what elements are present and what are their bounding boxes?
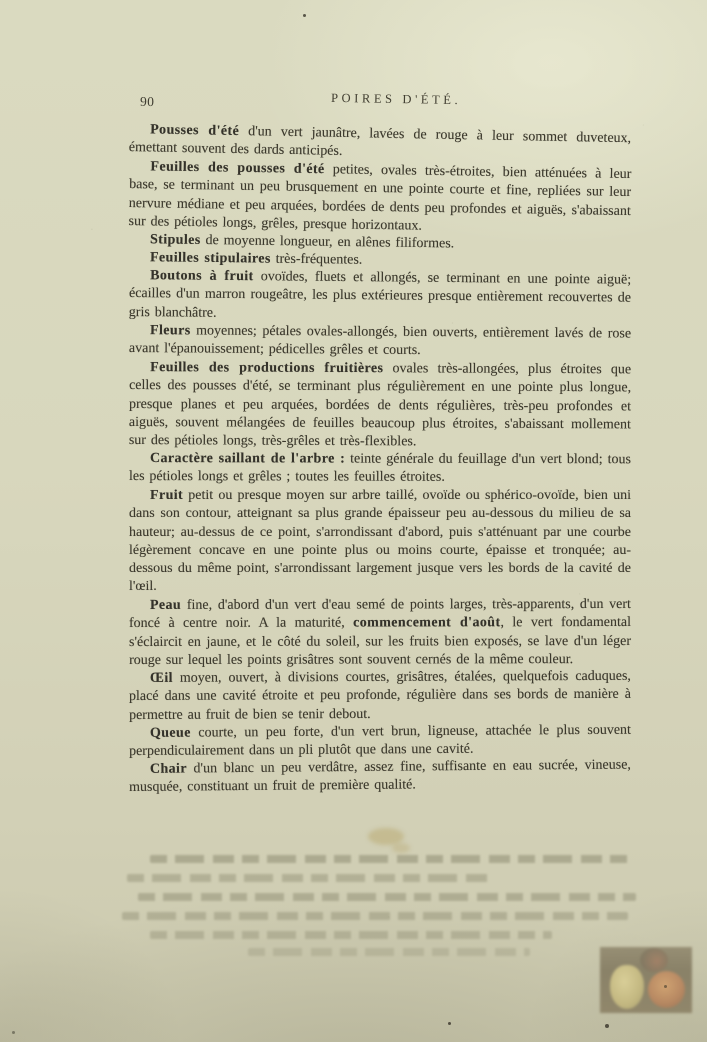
bold-phrase: commencement d'août — [353, 615, 501, 631]
paragraph — [129, 359, 631, 453]
paragraph-body-text: petit ou presque moyen sur arbre taillé, ovoïde ou sphérico-ovoïde, bien uni dans son contour, atteignant sa plus grande épaisseur peu au-dessous du milieu de sa hauteur; au-dessus de ce point, s'arrondissant d'abord, puis s'atténuant par une courbe légèrement concave en une pointe plus ou moins courte, épaisse et tronquée; au-dessous du même point, s'arrondissant largement jusque vers les bords de la cavité de l'œil. — [128, 487, 632, 595]
paragraph-body-text: ovoïdes, fluets et allongés, se terminant en une pointe aiguë; écailles d'un marron rougeâtre, les plus extérieures presque entièrement recouvertes de gris blanchâtre. — [128, 269, 632, 321]
paper-stain — [392, 843, 410, 853]
paragraph-lead: Feuilles des pousses d'été — [150, 158, 325, 177]
paragraph-body-text: teinte générale du feuillage d'un vert blond; tous les pétioles longs et grêles ; toutes les feuilles étroites. — [128, 451, 632, 486]
paragraph — [129, 757, 631, 798]
paragraph — [129, 267, 631, 327]
paragraph-lead: Œil — [149, 670, 173, 686]
paper-speck — [12, 1031, 15, 1034]
paragraph — [129, 487, 631, 597]
paragraph-body-text: moyen, ouvert, à divisions courtes, grisâtres, étalées, quelquefois caduques, placé dans une cavité étroite et peu profonde, régulière dans ses bords de manière à permettre au fruit de bien se tenir debout. — [128, 668, 632, 723]
paragraph-lead: Fruit — [150, 487, 184, 503]
paragraph-lead: Pousses d'été — [150, 122, 240, 140]
red-fruit-image — [648, 971, 685, 1008]
paragraph-body-text: très-fréquentes. — [270, 251, 363, 268]
paper-speck — [303, 14, 306, 17]
paragraph — [129, 322, 631, 362]
paragraph-lead: Fleurs — [150, 323, 191, 339]
showthrough-text-line — [138, 893, 636, 901]
yellow-pear-image — [610, 965, 644, 1009]
stem-leaf-blob — [640, 948, 668, 972]
paragraph — [129, 450, 631, 488]
paragraph-body-text: de moyenne longueur, en alênes filiformes. — [200, 232, 455, 252]
paragraph-body-text: moyennes; pétales ovales-allongés, bien ouverts, entièrement lavés de rose avant l'épanouissement; pédicelles grêles et courts. — [128, 323, 632, 359]
paragraph — [129, 721, 631, 761]
paper-speck — [605, 1024, 609, 1028]
paper-speck — [448, 1022, 451, 1025]
running-header: POIRES D'ÉTÉ. — [330, 90, 462, 108]
showthrough-text-line — [248, 948, 530, 956]
paragraph — [128, 158, 631, 239]
paragraph — [129, 596, 631, 670]
showthrough-text-line — [127, 874, 489, 882]
page-text — [129, 121, 631, 798]
paragraph-lead: Queue — [149, 725, 191, 741]
paragraph-lead: Peau — [149, 597, 182, 613]
paragraph-body-text: courte, un peu forte, d'un vert brun, ligneuse, attachée le plus souvent perpendiculairement dans un pli plutôt que dans une cavité. — [129, 722, 631, 760]
paragraph-body-text: d'un vert jaunâtre, lavées de rouge à leur sommet duveteux, émettant souvent des dards anticipés. — [128, 124, 632, 160]
showthrough-text-line — [122, 912, 628, 920]
showthrough-text-line — [150, 931, 552, 939]
paragraph-body-text: ovales très-allongées, plus étroites que celles des pousses d'été, se terminant plus régulièrement en une pointe plus longue, presque planes et peu arquées, bordées de dents régulières, très-peu profondes et aiguës, souvent mélangées de feuilles beaucoup plus étroites, s'abaissant mollement sur des pétioles longs, très-grêles et très-flexibles. — [128, 361, 632, 450]
paragraph-lead: Stipules — [149, 232, 201, 248]
paper-stain — [368, 828, 404, 845]
page-number: 90 — [139, 93, 155, 110]
paragraph-body-text: , le vert fondamental s'éclaircit en jaune, et le côté du soleil, sur les fruits bien exposés, se lave d'un léger rouge sur lequel les points grisâtres sont souvent cernés de la même couleur. — [129, 614, 632, 668]
paragraph-lead: Caractère saillant de l'arbre : — [150, 451, 346, 467]
paper-speck — [664, 985, 667, 988]
paragraph — [129, 668, 631, 725]
paragraph-body-text: fine, d'abord d'un vert d'eau semé de points larges, très-apparents, d'un vert foncé à centre noir. A la maturité, — [128, 596, 631, 632]
paragraph-body-text: d'un blanc un peu verdâtre, assez fine, suffisante en eau sucrée, vineuse, musquée, constituant un fruit de première qualité. — [129, 757, 631, 796]
paragraph-lead: Feuilles des productions fruitières — [150, 359, 384, 377]
paragraph-lead: Boutons à fruit — [150, 268, 254, 285]
fruit-plate-showthrough — [600, 947, 692, 1013]
showthrough-text-line — [150, 855, 628, 863]
paragraph-lead: Chair — [149, 761, 187, 778]
paragraph-lead: Feuilles stipulaires — [149, 250, 271, 267]
paragraph-body-text: petites, ovales très-étroites, bien atténuées à leur base, se terminant un peu brusquement en une pointe courte et fine, repliées sur leur nervure médiane et peu arquées, bordées de dents peu profondes et aiguës, s'abaissant sur des pétioles longs, grêles, presque horizontaux. — [128, 161, 632, 234]
